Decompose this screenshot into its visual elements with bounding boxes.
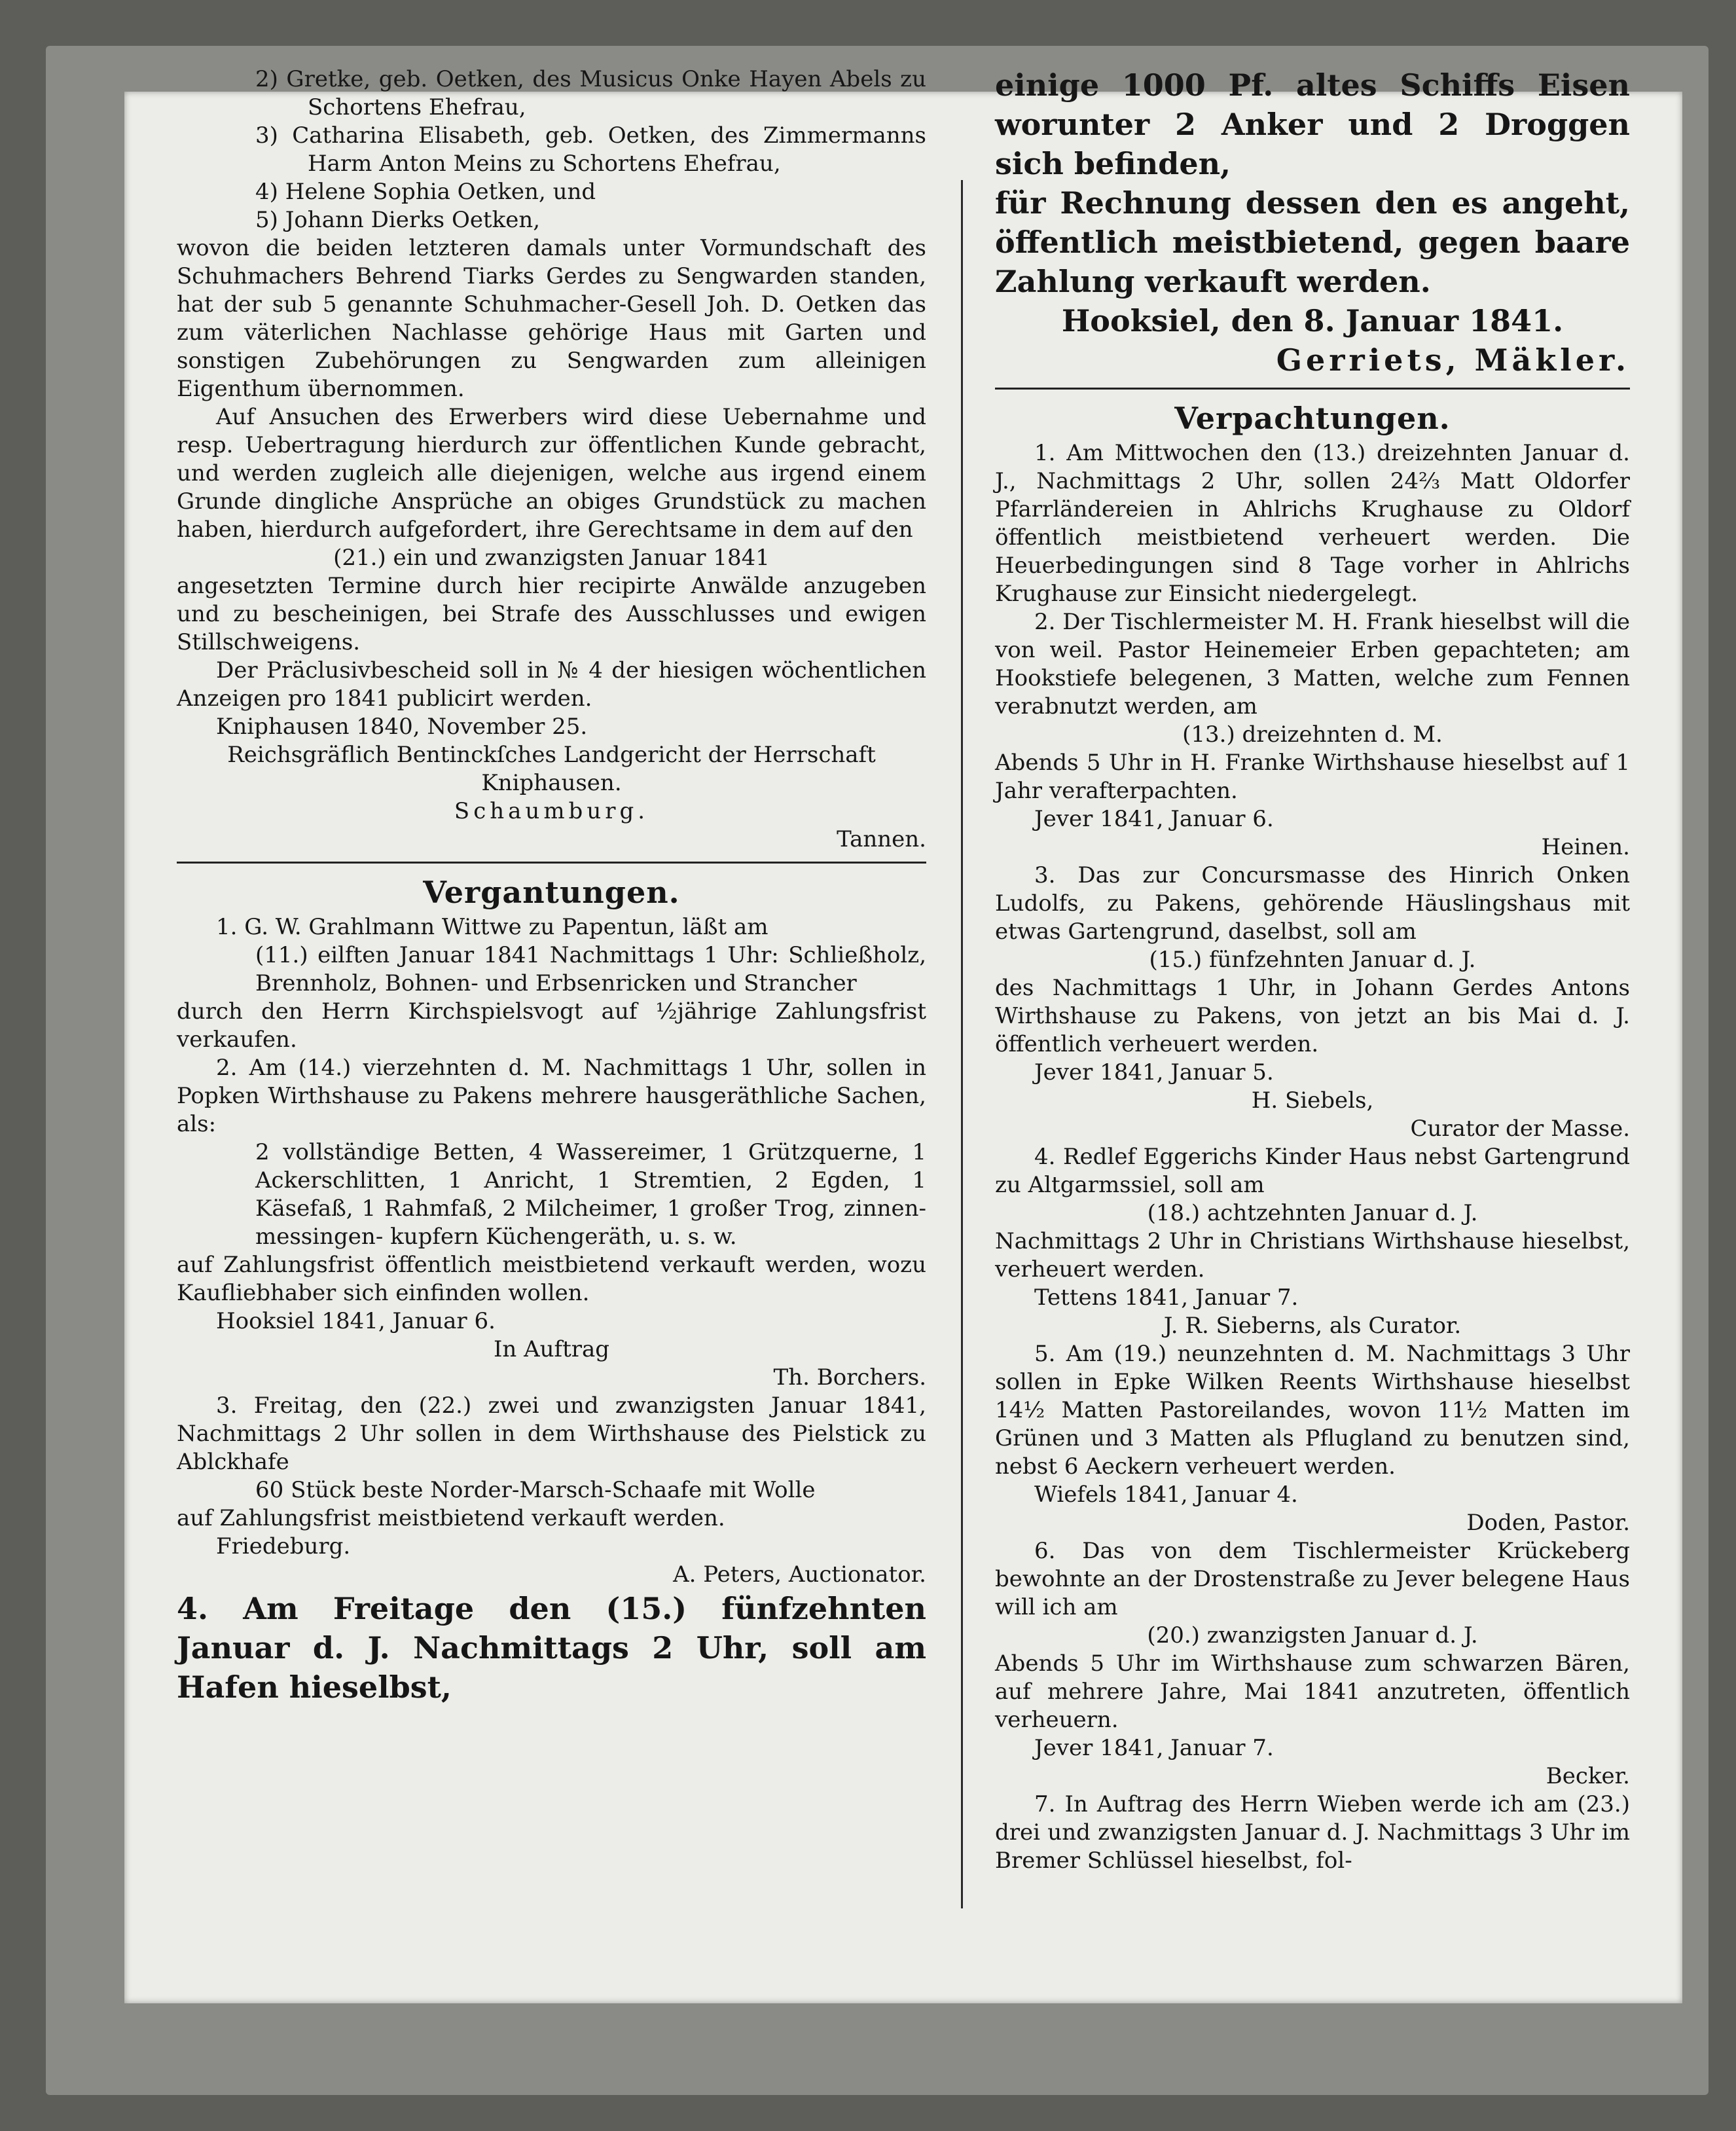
- paragraph: Nachmittags 2 Uhr in Christians Wirthshause hieselbst, verheuert werden.: [995, 1228, 1630, 1283]
- date-line: (20.) zwanzigsten Januar d. J.: [1147, 1622, 1478, 1648]
- notice: 4. Redlef Eggerichs Kinder Haus nebst Gartengrund zu Altgarmssiel, soll am: [995, 1144, 1630, 1198]
- item-list: 2 vollständige Betten, 4 Wassereimer, 1 Grützquerne, 1 Ackerschlitten, 1 Anricht, 1 Stremtien, 2 Egden, 1 Käsefaß, 1 Rahmfaß, 2 Milcheimer, 1 großer Trog, zinnen- messingen- kupfern Küchengeräth, u. s. w.: [255, 1139, 926, 1250]
- notice: 3. Freitag, den (22.) zwei und zwanzigsten Januar 1841, Nachmittags 2 Uhr sollen in dem Wirthshause des Pielstick zu Ablckhafe: [177, 1393, 926, 1475]
- notice: 1. G. W. Grahlmann Wittwe zu Papentun, läßt am: [216, 914, 769, 940]
- paragraph: Abends 5 Uhr in H. Franke Wirthshause hieselbst auf 1 Jahr verafterpachten.: [995, 750, 1630, 804]
- notice: 7. In Auftrag des Herrn Wieben werde ich am (23.) drei und zwanzigsten Januar d. J. Nachmittags 3 Uhr im Bremer Schlüssel hieselbst, fol-: [995, 1791, 1630, 1874]
- notice: 2. Der Tischlermeister M. H. Frank hieselbst will die von weil. Pastor Heinemeier Erben gepachteten; am Hookstiefe belegenen, 3 Matten, welche zum Fennen verabnutzt werden, am: [995, 609, 1630, 719]
- place-date: Kniphausen 1840, November 25.: [216, 714, 588, 740]
- notice: 5. Am (19.) neunzehnten d. M. Nachmittags 3 Uhr sollen in Epke Wilken Reents Wirthshause hieselbst 14½ Matten Pastoreilandes, wovon 11½ Matten im Grünen und 3 Matten als Pflugland zu benutzen sind, nebst 6 Aeckern verheuert werden.: [995, 1341, 1630, 1480]
- paragraph: durch den Herrn Kirchspielsvogt auf ½jährige Zahlungsfrist verkaufen.: [177, 998, 926, 1053]
- signature-name: H. Siebels,: [1251, 1087, 1374, 1114]
- date-line: (15.) fünfzehnten Januar d. J.: [1149, 947, 1476, 973]
- list-item: 2) Gretke, geb. Oetken, des Musicus Onke Hayen Abels zu Schortens Ehefrau,: [255, 66, 926, 120]
- signature-name: Schaumburg.: [454, 798, 649, 824]
- notice: 1. Am Mittwochen den (13.) dreizehnten Januar d. J., Nachmittags 2 Uhr, sollen 24⅔ Matt Oldorfer Pfarrländereien in Ahlrichs Krughause zu Oldorf öffentlich meistbietend verheuert werden. Die Heuerbedingungen sind 8 Tage vorher in Ahlrichs Krughause zur Einsicht niedergelegt.: [995, 440, 1630, 607]
- signature-name: Gerriets, Mäkler.: [1276, 342, 1630, 378]
- notice: 6. Das von dem Tischlermeister Krückeberg bewohnte an der Drostenstraße zu Jever belegene Haus will ich am: [995, 1538, 1630, 1620]
- place-date: Hooksiel, den 8. Januar 1841.: [1061, 303, 1564, 338]
- court-name: Reichsgräflich Bentinckſches Landgericht der Herrschaft Kniphausen.: [227, 742, 876, 796]
- notice: 3. Das zur Concursmasse des Hinrich Onken Ludolfs, zu Pakens, gehörende Häuslingshaus mit etwas Gartengrund, daselbst, soll am: [995, 862, 1630, 945]
- place-date: Wiefels 1841, Januar 4.: [1034, 1482, 1298, 1508]
- date-line: (13.) dreizehnten d. M.: [1182, 721, 1443, 748]
- signature-name: J. R. Sieberns, als Curator.: [1163, 1313, 1462, 1339]
- place-date: Friedeburg.: [216, 1533, 351, 1559]
- section-rule: [995, 388, 1630, 390]
- paragraph: des Nachmittags 1 Uhr, in Johann Gerdes Antons Wirthshause zu Pakens, von jetzt an bis Mai d. J. öffentlich verheuert werden.: [995, 975, 1630, 1057]
- signature-name: Doden, Pastor.: [1466, 1510, 1630, 1536]
- place-date: Tettens 1841, Januar 7.: [1034, 1284, 1299, 1311]
- signature-name: Th. Borchers.: [773, 1364, 926, 1391]
- item-line: 60 Stück beste Norder-Marsch-Schaafe mit Wolle: [255, 1477, 816, 1503]
- right-column: [995, 65, 1630, 1875]
- notice-large: 4. Am Freitage den (15.) fünfzehnten Januar d. J. Nachmittags 2 Uhr, soll am Hafen hieselbst,: [177, 1591, 926, 1705]
- section-heading: Vergantungen.: [423, 875, 680, 910]
- signature-name: A. Peters, Auctionator.: [673, 1561, 926, 1588]
- date-line: (21.) ein und zwanzigsten Januar 1841: [333, 545, 770, 571]
- paragraph: Der Präclusivbescheid soll in № 4 der hiesigen wöchentlichen Anzeigen pro 1841 publicirt werden.: [177, 657, 926, 712]
- signature-line: In Auftrag: [493, 1336, 610, 1362]
- notice-large: für Rechnung dessen den es angeht, öffentlich meistbietend, gegen baare Zahlung verkauft werden.: [995, 185, 1630, 299]
- list-item: 4) Helene Sophia Oetken, und: [255, 179, 596, 205]
- notice-large: einige 1000 Pf. altes Schiffs Eisen worunter 2 Anker und 2 Droggen sich befinden,: [995, 67, 1630, 181]
- signature-name: Heinen.: [1541, 834, 1630, 860]
- column-divider: [961, 180, 963, 1908]
- place-date: Jever 1841, Januar 7.: [1034, 1735, 1274, 1761]
- paragraph: Abends 5 Uhr im Wirthshause zum schwarzen Bären, auf mehrere Jahre, Mai 1841 anzutreten, öffentlich verheuern.: [995, 1650, 1630, 1733]
- paragraph: auf Zahlungsfrist meistbietend verkauft werden.: [177, 1505, 725, 1531]
- signature-name: Tannen.: [837, 826, 926, 852]
- section-heading: Verpachtungen.: [1174, 401, 1451, 436]
- section-rule: [177, 862, 926, 864]
- date-line: (11.) eilften Januar 1841 Nachmittags 1 Uhr: Schließholz, Brennholz, Bohnen- und Erbsenricken und Strancher: [255, 942, 926, 996]
- notice: 2. Am (14.) vierzehnten d. M. Nachmittags 1 Uhr, sollen in Popken Wirthshause zu Pakens mehrere hausgeräthliche Sachen, als:: [177, 1055, 926, 1137]
- paragraph: Auf Ansuchen des Erwerbers wird diese Uebernahme und resp. Uebertragung hierdurch zur öffentlichen Kunde gebracht, und werden zugleich alle diejenigen, welche aus irgend einem Grunde dingliche Ansprüche an obiges Grundstück zu machen haben, hierdurch aufgefordert, ihre Gerechtsame in dem auf den: [177, 404, 926, 543]
- signature-title: Curator der Masse.: [1410, 1116, 1630, 1142]
- left-column: [177, 65, 926, 1707]
- place-date: Jever 1841, Januar 5.: [1034, 1059, 1274, 1085]
- signature-name: Becker.: [1546, 1763, 1630, 1789]
- list-item: 3) Catharina Elisabeth, geb. Oetken, des Zimmermanns Harm Anton Meins zu Schortens Ehefrau,: [255, 122, 926, 177]
- place-date: Hooksiel 1841, Januar 6.: [216, 1308, 496, 1334]
- paragraph: angesetzten Termine durch hier recipirte Anwälde anzugeben und zu bescheinigen, bei Strafe des Ausschlusses und ewigen Stillschweigens.: [177, 573, 926, 655]
- place-date: Jever 1841, Januar 6.: [1034, 806, 1274, 832]
- list-item: 5) Johann Dierks Oetken,: [255, 207, 541, 233]
- paragraph: auf Zahlungsfrist öffentlich meistbietend verkauft werden, wozu Kaufliebhaber sich einfinden wollen.: [177, 1252, 926, 1306]
- paragraph: wovon die beiden letzteren damals unter Vormundschaft des Schuhmachers Behrend Tiarks Gerdes zu Sengwarden standen, hat der sub 5 genannte Schuhmacher-Gesell Joh. D. Oetken das zum väterlichen Nachlasse gehörige Haus mit Garten und sonstigen Zubehörungen zu Sengwarden zum alleinigen Eigenthum übernommen.: [177, 235, 926, 402]
- date-line: (18.) achtzehnten Januar d. J.: [1147, 1200, 1478, 1226]
